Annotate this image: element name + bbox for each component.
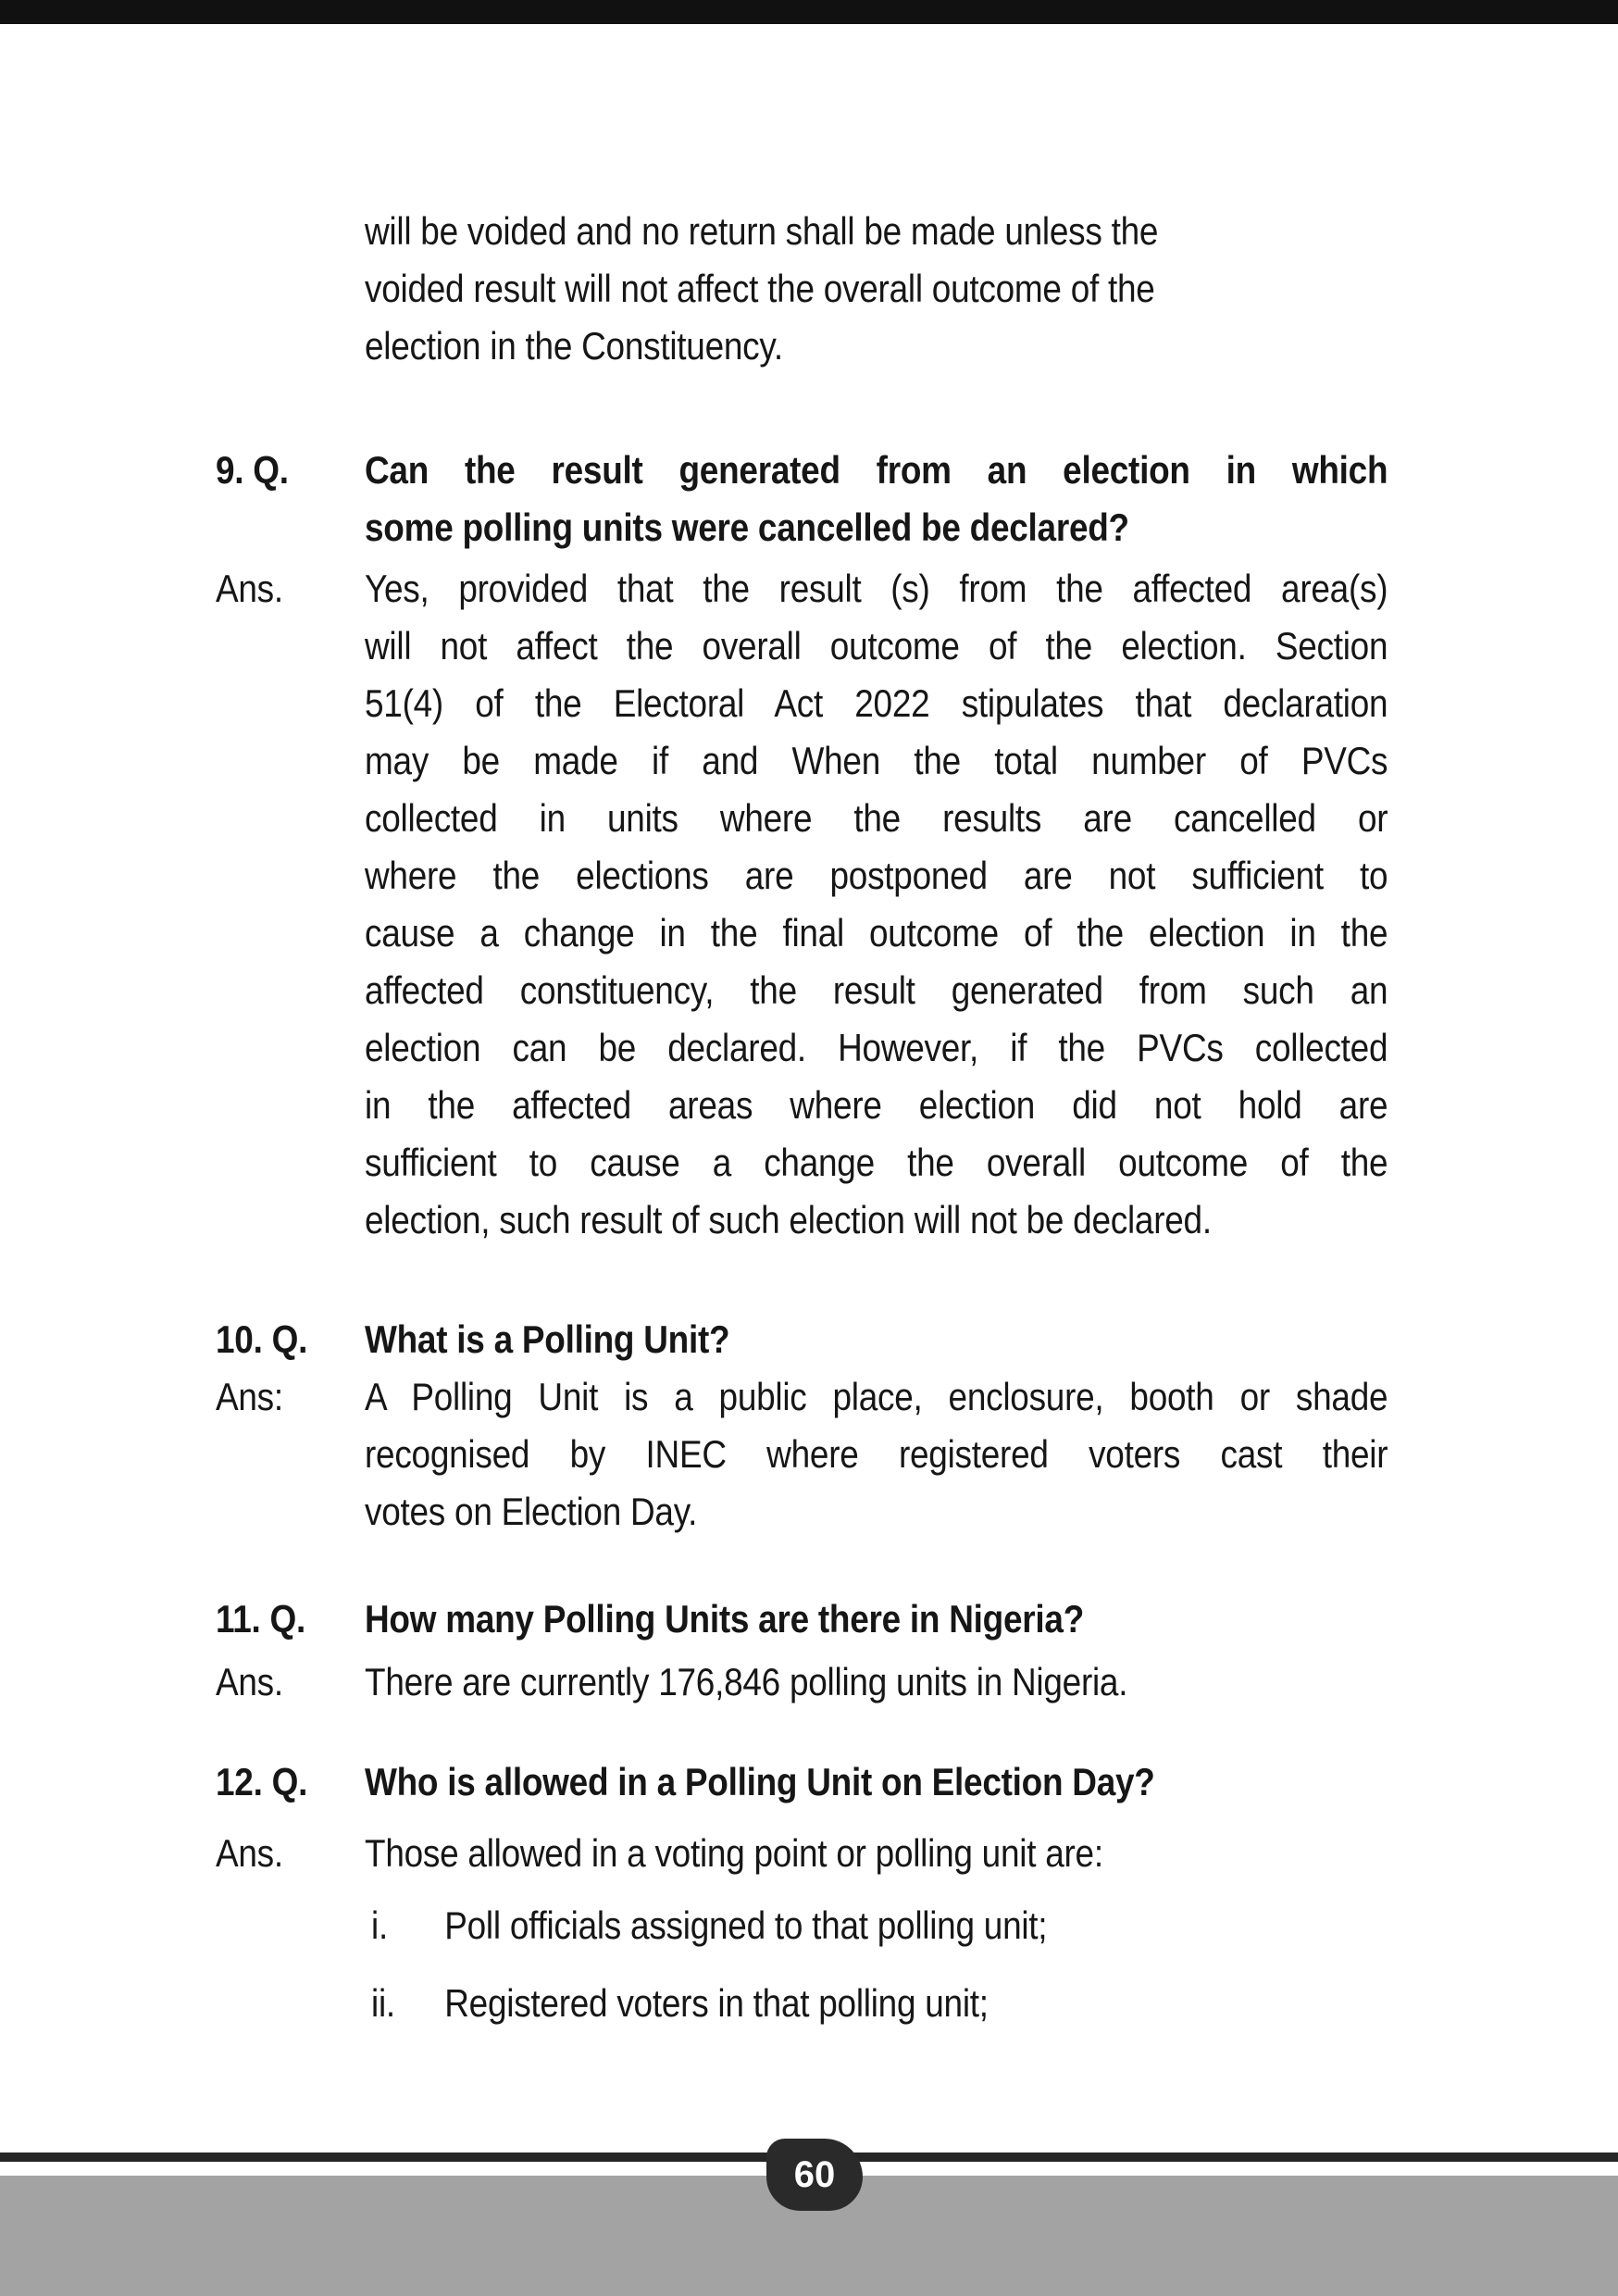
text-line: voided result will not affect the overall outcome of the [365,267,1155,310]
answer-line: election can be declared. However, if the PVCs collected [365,1026,1388,1069]
answer-line: where the elections are postponed are not sufficient to [365,854,1388,897]
question-line: Who is allowed in a Polling Unit on Election Day? [365,1760,1155,1803]
answer-line: Those allowed in a voting point or polling unit are: [365,1831,1103,1875]
answer-line: recognised by INEC where registered voters cast their [365,1432,1388,1476]
answer-paragraph [365,1825,1527,1882]
list-marker: ii. [371,1981,395,2025]
answer-label: Ans. [216,1831,283,1875]
question-line: How many Polling Units are there in Nigeria? [365,1597,1085,1641]
answer-line: There are currently 176,846 polling units in Nigeria. [365,1660,1128,1703]
answer-label: Ans: [216,1375,283,1418]
page-number: 60 [793,2153,836,2195]
answer-line: Yes, provided that the result (s) from the affected area(s) [365,567,1388,610]
question-number: 9. Q. [216,448,289,492]
list-item-text: Poll officials assigned to that polling unit; [444,1903,1048,1947]
answer-line: election, such result of such election will not be declared. [365,1198,1212,1242]
list-item [365,1897,1388,1954]
list-marker: i. [371,1903,388,1947]
answer-label: Ans. [216,1660,283,1703]
list-item [365,1975,1388,2032]
answer-line: will not affect the overall outcome of the election. Section [365,624,1388,668]
answer-line: votes on Election Day. [365,1490,698,1533]
answer-line: may be made if and When the total number of PVCs [365,739,1388,782]
qa-text-column [365,1591,1527,1711]
question-line: some polling units were cancelled be declared? [365,505,1129,549]
question-number: 10. Q. [216,1317,308,1361]
answer-paragraph [365,1653,1527,1711]
answer-line: A Polling Unit is a public place, enclosure, booth or shade [365,1375,1388,1418]
answer-line: cause a change in the final outcome of the election in the [365,911,1388,955]
list-item-text: Registered voters in that polling unit; [444,1981,989,2025]
question-line: What is a Polling Unit? [365,1317,730,1361]
answer-paragraph [365,1368,1527,1541]
answer-label: Ans. [216,567,283,610]
question-number: 12. Q. [216,1760,308,1803]
question-number: 11. Q. [216,1597,306,1641]
page-number-badge [766,2139,863,2211]
answer-paragraph [365,560,1527,1249]
question-line: Can the result generated from an election in which [365,448,1388,492]
answer-line: in the affected areas where election did not hold are [365,1083,1388,1127]
answer-line: affected constituency, the result generated from such an [365,968,1388,1012]
qa-text-column [365,1753,1527,2032]
text-line: will be voided and no return shall be made unless the [365,209,1159,253]
continuation-paragraph [365,203,1527,375]
answer-line: collected in units where the results are cancelled or [365,796,1388,840]
top-header-bar [0,0,1618,24]
qa-text-column [365,442,1527,1249]
answer-line: 51(4) of the Electoral Act 2022 stipulates that declaration [365,681,1388,725]
text-line: election in the Constituency. [365,324,783,368]
answer-line: sufficient to cause a change the overall outcome of the [365,1141,1388,1184]
qa-text-column [365,1311,1527,1541]
